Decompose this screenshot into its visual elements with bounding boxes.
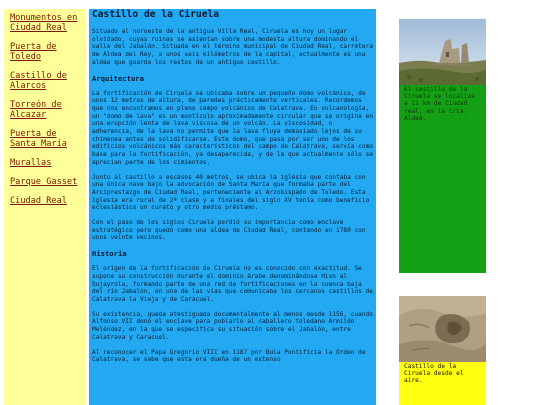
nav-link-ciudad-real[interactable]: Ciudad Real xyxy=(10,196,67,206)
nav-link-parque-gasset[interactable]: Parque Gasset xyxy=(10,177,78,187)
sidebar-nav xyxy=(4,9,86,405)
nav-list-item xyxy=(10,42,86,62)
nav-list-item xyxy=(10,177,86,187)
nav-list-item xyxy=(10,129,86,149)
nav-list-item xyxy=(10,13,86,33)
arquitectura-paragraph: Con el paso de los siglos Ciruela perdió su importancia como enclave estratégico pero quedó como una aldea de Ciudad Real, contando en 1780 con unos veinte vecinos. xyxy=(92,219,366,242)
historia-paragraph: El origen de la fortificación de Ciruela no es conocido con exactitud. Se supone su construcción durante el dominio árabe denominándose Hisn al Sujayrola, formando parte de una red de fortificaciones en la cuenca baja del río Jabalón, en una de las vías que comunicaba los cercanos castillos de Calatrava la Vieja y de Caracuel. xyxy=(92,265,373,303)
aerial-figure xyxy=(399,296,486,405)
nav-list-item xyxy=(10,196,86,206)
castle-ruins-photo xyxy=(399,19,486,85)
nav-link-murallas[interactable]: Murallas xyxy=(10,158,52,168)
page-title: Castillo de la Ciruela xyxy=(92,9,220,20)
nav-list-item xyxy=(10,71,86,91)
arquitectura-paragraph: Junto al castillo a escasos 40 metros, se ubica la iglesia que contaba con una única nave bajo la advocación de Santa María que formaba parte del Arciprestazgo de Ciudad Real, perteneciente al Arzobispado de Toledo. Esta iglesia era rural de 2ª clase y a finales del siglo XV tenía como beneficio eclesiástico un curato y otro medio préstamo. xyxy=(92,173,370,212)
castle-figure xyxy=(399,19,486,273)
nav-link-torreon-alcazar[interactable]: Torreón de Alcazar xyxy=(10,100,62,120)
section-heading-arquitectura: Arquitectura xyxy=(92,73,144,83)
nav-link-puerta-santa-maria[interactable]: Puerta de Santa María xyxy=(10,129,67,149)
nav-link-puerta-toledo[interactable]: Puerta de Toledo xyxy=(10,42,57,62)
historia-paragraph: Su existencia, queda atestiguada documentalmente al menos desde 1156, cuando Alfonso VII donó el enclave para poblarlo al caballero toledano Armildo Meléndez, en la que se especifica su situación sobre el Jabalón, entre Calatrava y Caracuel. xyxy=(92,310,373,341)
intro-paragraph: Situado al noroeste de la antigua Villa Real, Ciruela es hoy un lugar olvidado, cuyas ruinas se asientan sobre una modesta altura dominando el valle del Jabalón. Situada en el término municipal de Ciudad Real, carretera de Aldea del Rey, a unos seis kilómetros de la capital, actualmente es una aldea que guarda los restos de un antiguo castillo. xyxy=(92,28,373,66)
nav-link-monumentos[interactable]: Monumentos en Ciudad Real xyxy=(10,13,78,33)
nav-list xyxy=(4,9,86,206)
historia-paragraph: Al reconocer el Papa Gregorio VIII en 1187 por Bula Pontificia la Orden de Calatrava, se sabe que esta era dueña de un extenso xyxy=(92,348,366,364)
arquitectura-paragraph: La fortificación de Ciruela se ubicaba sobre un pequeño domo volcánico, de unos 12 metros de altura, de paredes prácticamente verticales. Recordemos que nos encontramos en pleno campo volcánico de Calatrava. En vulcanología, un "domo de lava" es un montículo aproximadamente circular que se origina en una erupción lenta de lava viscosa de un volcán. La viscosidad, o adherencia, de la lava no permite que la lava fluya demasiado lejos de su chimenea antes de solidificarse. Este domo, que pasa por ser uno de los edificios volcánicos más característicos del campo de Calatrava, servía como base para la fortificación, ya desaparecida, y de la que actualmente sólo se aprecian parte de los cimientos. xyxy=(92,89,373,166)
nav-link-castillo-alarcos[interactable]: Castillo de Alarcos xyxy=(10,71,67,91)
aerial-photo xyxy=(399,296,486,362)
nav-list-item xyxy=(10,100,86,120)
castle-caption: El castillo de la Ciruela se localiza a 11 km de Ciudad real, en la Crta. Aldea. xyxy=(404,86,475,122)
nav-list-item xyxy=(10,158,86,168)
aerial-caption: Castillo de la Ciruela desde el aire. xyxy=(404,363,464,385)
main-content xyxy=(89,9,376,405)
section-heading-historia: Historia xyxy=(92,249,127,259)
